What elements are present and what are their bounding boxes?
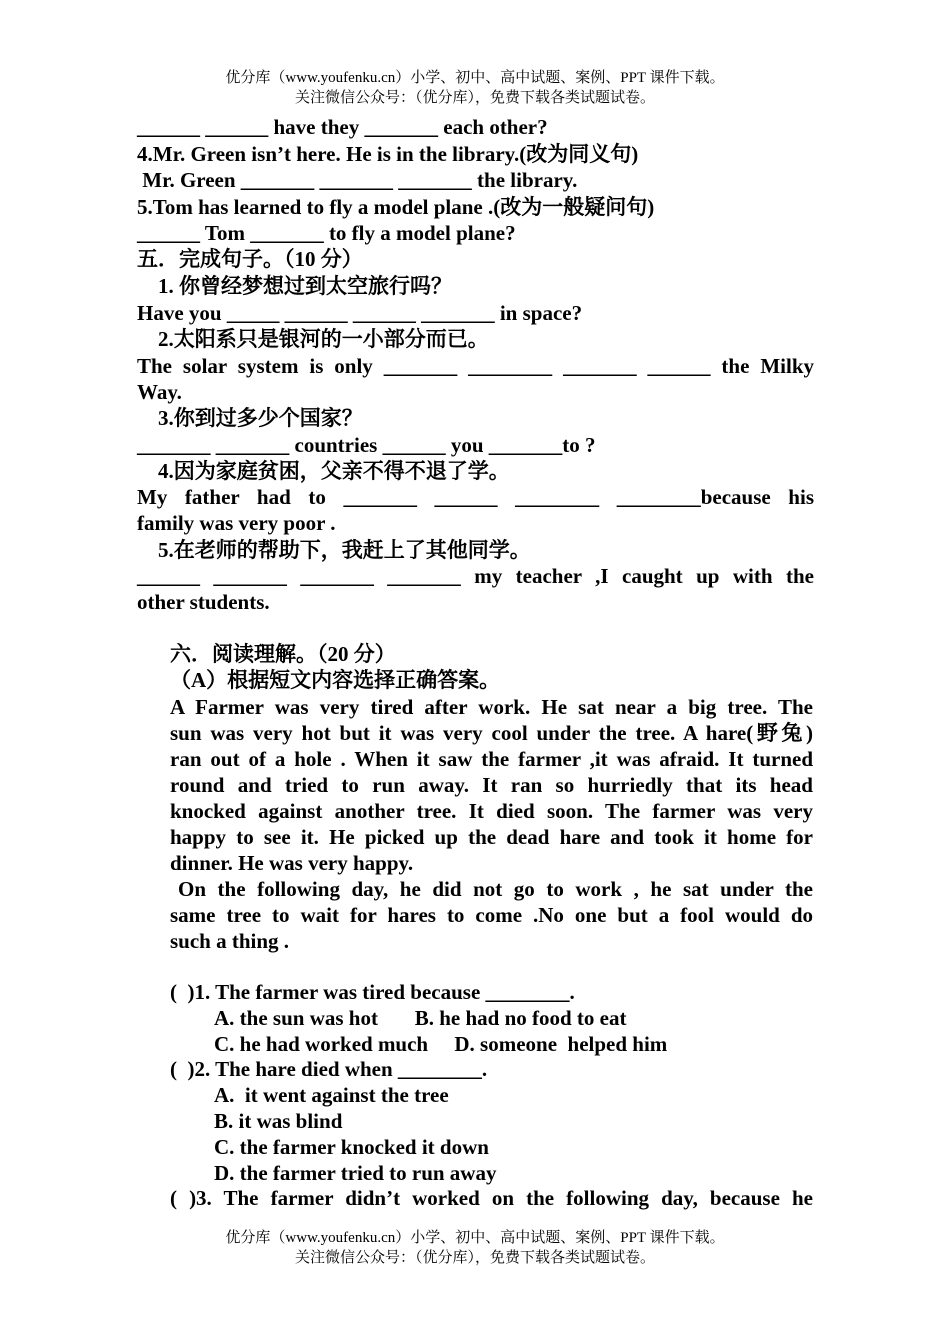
s5-q5-chinese: 5.在老师的帮助下，我赶上了其他同学。 (158, 538, 531, 562)
passage-line: On the following day, he did not go to work , he sat under the (178, 877, 813, 901)
q5-answer-line: ______ Tom _______ to fly a model plane? (137, 221, 516, 245)
q2-option: A. it went against the tree (214, 1083, 449, 1107)
q2-option: C. the farmer knocked it down (214, 1135, 489, 1159)
s5-q4-chinese: 4.因为家庭贫困，父亲不得不退了学。 (158, 459, 510, 483)
s5-q4-english-b: family was very poor . (137, 511, 336, 535)
q4-answer-line: Mr. Green _______ _______ _______ the library. (137, 168, 578, 192)
s5-q5-english-a: ______ _______ _______ _______ my teacher ,I caught up with the (137, 564, 814, 588)
part-a-instruction: （A）根据短文内容选择正确答案。 (170, 668, 501, 692)
q2-option: B. it was blind (214, 1109, 343, 1133)
s5-q4-english-a: My father had to _______ ______ ________ ________because his (137, 485, 814, 509)
q1-options-ab: A. the sun was hot B. he had no food to eat (214, 1006, 627, 1030)
s5-q3-chinese: 3.你到过多少个国家？ (158, 406, 363, 430)
s5-q2-chinese: 2.太阳系只是银河的一小部分而已。 (158, 327, 489, 351)
q2-stem: ( )2. The hare died when ________. (170, 1057, 488, 1081)
s5-q5-english-b: other students. (137, 590, 270, 614)
footer-line-2: 关注微信公众号：（优分库），免费下载各类试题试卷。 (294, 1250, 655, 1266)
section-6-title: 六．阅读理解。（20 分） (170, 642, 396, 666)
passage-line: knocked against another tree. It died soon. The farmer was very (170, 799, 813, 823)
q1-options-cd: C. he had worked much D. someone helped him (214, 1032, 668, 1056)
passage-line: ran out of a hole . When it saw the farmer ,it was afraid. It turned (170, 747, 813, 771)
q4-prompt: 4.Mr. Green isn’t here. He is in the library.(改为同义句) (137, 142, 639, 166)
header-line-1: 优分库（www.youfenku.cn）小学、初中、高中试题、案例、PPT 课件下载。 (225, 70, 725, 86)
header-line-2: 关注微信公众号：（优分库），免费下载各类试题试卷。 (294, 90, 655, 106)
s5-q1-chinese: 1. 你曾经梦想过到太空旅行吗？ (158, 274, 452, 298)
q3-answer-line: ______ ______ have they _______ each other? (137, 115, 548, 139)
passage-line: happy to see it. He picked up the dead hare and took it home for (170, 825, 813, 849)
passage-line: such a thing . (170, 929, 290, 953)
s5-q1-english: Have you _____ ______ ______ _______ in space? (137, 301, 583, 325)
q5-prompt: 5.Tom has learned to fly a model plane .(改为一般疑问句) (137, 195, 655, 219)
passage-line: sun was very hot but it was very cool under the tree. A hare(野兔) (170, 721, 813, 745)
q3-stem: ( )3. The farmer didn’t worked on the following day, because he (170, 1186, 813, 1210)
s5-q2-english-b: Way. (137, 380, 182, 404)
footer-line-1: 优分库（www.youfenku.cn）小学、初中、高中试题、案例、PPT 课件下载。 (225, 1230, 725, 1246)
s5-q3-english: _______ _______ countries ______ you _______to ? (137, 433, 596, 457)
q2-option: D. the farmer tried to run away (214, 1161, 497, 1185)
q1-stem: ( )1. The farmer was tired because ________. (170, 980, 575, 1004)
passage-line: A Farmer was very tired after work. He sat near a big tree. The (170, 695, 813, 719)
section-5-title: 五．完成句子。（10 分） (137, 247, 363, 271)
s5-q2-english-a: The solar system is only _______ ________ _______ ______ the Milky (137, 354, 814, 378)
passage-line: same tree to wait for hares to come .No one but a fool would do (170, 903, 813, 927)
passage-line: round and tried to run away. It ran so hurriedly that its head (170, 773, 813, 797)
passage-line: dinner. He was very happy. (170, 851, 414, 875)
